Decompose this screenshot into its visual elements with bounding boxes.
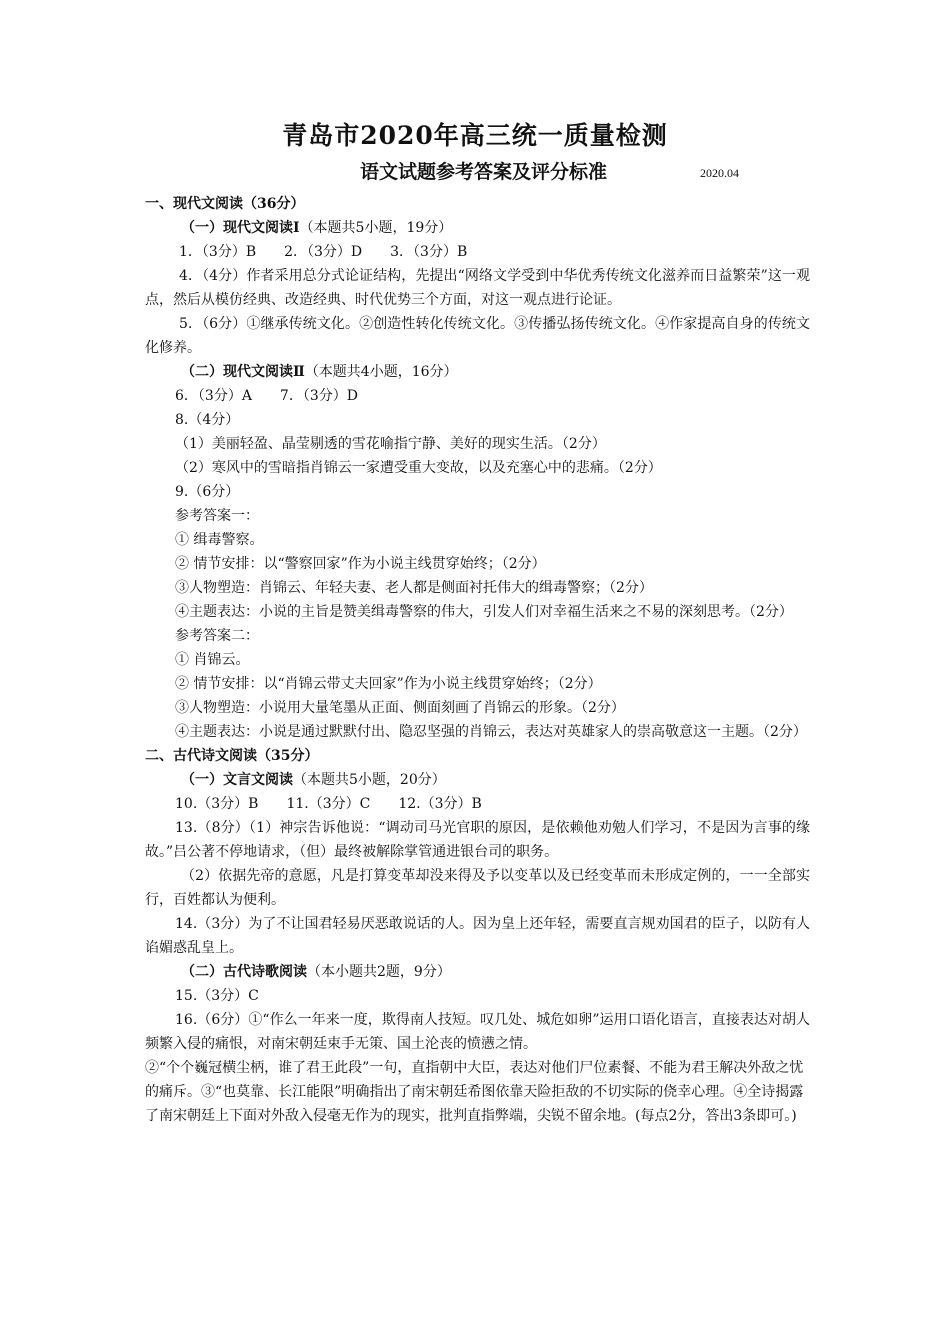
subsection-heading: （一）现代文阅读Ⅰ（本题共5小题，19分） bbox=[181, 220, 453, 236]
answer-line: 10.（3分）B 11.（3分）C 12.（3分）B bbox=[175, 796, 482, 812]
answer-paragraph: 13.（8分）（1）神宗告诉他说：“调动司马光官职的原因，是依赖他劝勉人们学习，不是因为言事的缘故。”吕公著不停地请求，（但）最终被解除掌管通进银台司的职务。 bbox=[145, 820, 810, 860]
answer-paragraph: （2）依据先帝的意愿，凡是打算变革却没来得及予以变革以及已经变革而未形成定例的，一一全部实行，百姓都认为便利。 bbox=[145, 868, 810, 908]
answer-line: ③人物塑造：小说用大量笔墨从正面、侧面刻画了肖锦云的形象。（2分） bbox=[175, 700, 625, 716]
answer-paragraph: ④主题表达：小说是通过默默付出、隐忍坚强的肖锦云，表达对英雄家人的崇高敬意这一主题。（2分） bbox=[175, 724, 807, 740]
section-heading: 二、古代诗文阅读（35分） bbox=[145, 748, 319, 764]
answer-line: 8.（4分） bbox=[175, 412, 240, 428]
subsection-heading: （二）现代文阅读Ⅱ（本题共4小题，16分） bbox=[181, 364, 458, 380]
answer-line: 15.（3分）C bbox=[175, 988, 259, 1004]
answer-body bbox=[145, 192, 810, 1128]
answer-line: （1）美丽轻盈、晶莹剔透的雪花喻指宁静、美好的现实生活。（2分） bbox=[175, 436, 606, 452]
answer-paragraph: 5．（6分）①继承传统文化。②创造性转化传统文化。③传播弘扬传统文化。④作家提高自身的传统文化修养。 bbox=[145, 316, 810, 356]
answer-line: 1．（3分）B 2．（3分）D 3．（3分）B bbox=[179, 244, 468, 260]
section-heading: 一、现代文阅读（36分） bbox=[145, 196, 305, 212]
subsection-heading: （一）文言文阅读（本题共5小题，20分） bbox=[181, 772, 446, 788]
answer-line: ① 肖锦云。 bbox=[175, 652, 250, 668]
answer-line: ① 缉毒警察。 bbox=[175, 532, 264, 548]
answer-line: 参考答案二： bbox=[175, 628, 259, 644]
answer-paragraph: ②“个个巍冠横尘柄，谁了君王此段”一句，直指朝中大臣，表达对他们尸位素餐、不能为君王解决外敌之忧的痛斥。③“也莫靠、长江能限”明确指出了南宋朝廷希图依靠天险拒敌的不切实际的侥幸心理。④全诗揭露了南宋朝廷上下面对外敌入侵毫无作为的现实，批判直指弊端，尖锐不留余地。(每点2分，答出3条即可。) bbox=[145, 1060, 804, 1124]
exam-date: 2020.04 bbox=[700, 166, 739, 180]
answer-line: ② 情节安排：以“肖锦云带丈夫回家”作为小说主线贯穿始终；（2分） bbox=[175, 676, 602, 692]
answer-paragraph: 14.（3分）为了不让国君轻易厌恶敢说话的人。因为皇上还年轻，需要直言规劝国君的臣子，以防有人谄媚惑乱皇上。 bbox=[145, 916, 810, 956]
page-title: 青岛市2020年高三统一质量检测 bbox=[282, 121, 668, 150]
subsection-heading: （二）古代诗歌阅读（本小题共2题，9分） bbox=[181, 964, 451, 980]
answer-paragraph: 16.（6分）①“作么一年来一度，欺得南人技短。叹几处、城危如卵”运用口语化语言，直接表达对胡人频繁入侵的痛恨，对南宋朝廷束手无策、国土沦丧的愤懑之情。 bbox=[145, 1012, 810, 1052]
answer-paragraph: 4．（4分）作者采用总分式论证结构，先提出“网络文学受到中华优秀传统文化滋养而日益繁荣”这一观点，然后从模仿经典、改造经典、时代优势三个方面，对这一观点进行论证。 bbox=[145, 268, 810, 308]
answer-line: 参考答案一： bbox=[175, 508, 259, 524]
page-subtitle: 语文试题参考答案及评分标准 bbox=[360, 161, 608, 183]
answer-line: ② 情节安排：以“警察回家”作为小说主线贯穿始终；（2分） bbox=[175, 556, 546, 572]
answer-paragraph: ④主题表达：小说的主旨是赞美缉毒警察的伟大，引发人们对幸福生活来之不易的深刻思考。（2分） bbox=[175, 604, 793, 620]
answer-line: （2）寒风中的雪暗指肖锦云一家遭受重大变故，以及充塞心中的悲痛。（2分） bbox=[175, 460, 662, 476]
answer-line: 6．（3分）A 7．（3分）D bbox=[175, 388, 358, 404]
answer-line: 9.（6分） bbox=[175, 484, 240, 500]
answer-line: ③人物塑造：肖锦云、年轻夫妻、老人都是侧面衬托伟大的缉毒警察；（2分） bbox=[175, 580, 653, 596]
